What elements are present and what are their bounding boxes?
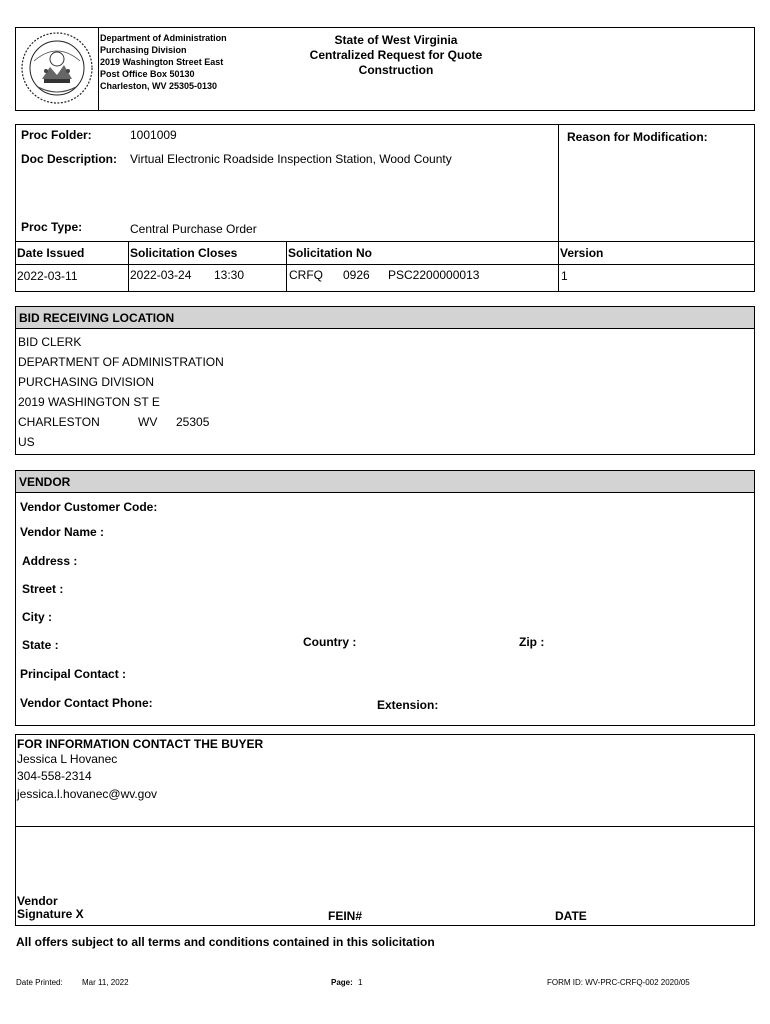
vendor-address-label: Address : [22, 554, 78, 568]
department-address [100, 32, 227, 92]
bid-location-line-3: PURCHASING DIVISION [18, 375, 155, 389]
form-id: FORM ID: WV-PRC-CRFQ-002 2020/05 [547, 978, 690, 987]
vendor-extension-label: Extension: [377, 698, 439, 712]
bid-location-zip: 25305 [176, 415, 210, 429]
terms-statement: All offers subject to all terms and conditions contained in this solicitation [16, 935, 435, 949]
vendor-box [15, 470, 755, 726]
proc-type-value: Central Purchase Order [130, 222, 257, 236]
reason-for-modification-label: Reason for Modification: [567, 130, 708, 144]
dept-city: Charleston, WV 25305-0130 [100, 81, 218, 91]
vendor-state-label: State : [22, 638, 59, 652]
solicitation-prefix-value: CRFQ [289, 268, 323, 282]
solicitation-closes-header: Solicitation Closes [130, 246, 238, 260]
solicitation-no-header: Solicitation No [288, 246, 372, 260]
state-seal-logo [20, 31, 94, 105]
date-label: DATE [555, 909, 587, 923]
vendor-city-label: City : [22, 610, 52, 624]
bid-location-country: US [18, 435, 35, 449]
title-type: Construction [358, 63, 434, 77]
buyer-contact-heading: FOR INFORMATION CONTACT THE BUYER [17, 737, 264, 751]
fein-label: FEIN# [328, 909, 363, 923]
solicitation-number-value: PSC2200000013 [388, 268, 480, 282]
bid-location-line-2: DEPARTMENT OF ADMINISTRATION [18, 355, 224, 369]
vendor-zip-label: Zip : [519, 635, 545, 649]
principal-contact-label: Principal Contact : [20, 667, 127, 681]
buyer-phone: 304-558-2314 [17, 769, 92, 783]
proc-folder-label: Proc Folder: [21, 128, 92, 142]
vendor-heading: VENDOR [19, 475, 71, 489]
date-printed-label: Date Printed: [16, 978, 63, 987]
vendor-heading-band [16, 471, 754, 493]
version-value: 1 [561, 269, 568, 283]
vendor-customer-code-label: Vendor Customer Code: [20, 500, 158, 514]
buyer-email: jessica.l.hovanec@wv.gov [17, 787, 158, 801]
dept-name: Department of Administration [100, 33, 227, 43]
bid-location-heading-band [16, 307, 754, 329]
bid-receiving-location-box [15, 306, 755, 455]
bid-location-heading: BID RECEIVING LOCATION [19, 311, 175, 325]
doc-description-value: Virtual Electronic Roadside Inspection Station, Wood County [130, 152, 452, 166]
doc-description-label: Doc Description: [21, 152, 118, 166]
bid-location-city: CHARLESTON [18, 415, 100, 429]
proc-type-label: Proc Type: [21, 220, 83, 234]
dept-street: 2019 Washington Street East [100, 57, 224, 67]
date-printed-value: Mar 11, 2022 [82, 978, 129, 987]
vendor-contact-phone-label: Vendor Contact Phone: [20, 696, 153, 710]
bid-location-state: WV [138, 415, 158, 429]
buyer-name: Jessica L Hovanec [17, 752, 118, 766]
dept-division: Purchasing Division [100, 45, 187, 55]
dept-po-box: Post Office Box 50130 [100, 69, 195, 79]
closes-date-value: 2022-03-24 [130, 268, 192, 282]
header-box [15, 27, 755, 111]
solicitation-code-value: 0926 [343, 268, 370, 282]
vendor-signature-label [17, 895, 84, 921]
date-issued-value: 2022-03-11 [17, 269, 78, 283]
bid-location-line-4: 2019 WASHINGTON ST E [18, 395, 160, 409]
title-request: Centralized Request for Quote [309, 48, 483, 62]
vendor-name-label: Vendor Name : [20, 525, 105, 539]
closes-time-value: 13:30 [214, 268, 245, 282]
buyer-contact-box [15, 734, 755, 926]
form-title [286, 33, 506, 78]
bid-location-line-1: BID CLERK [18, 335, 82, 349]
proc-info-box [15, 124, 755, 292]
vendor-signature-line-1: Vendor [17, 894, 58, 908]
vendor-signature-line-2: Signature X [17, 907, 84, 921]
vendor-street-label: Street : [22, 582, 64, 596]
vendor-country-label: Country : [303, 635, 357, 649]
page-number: 1 [358, 978, 363, 987]
page-label: Page: [331, 978, 353, 987]
version-header: Version [560, 246, 604, 260]
date-issued-header: Date Issued [17, 246, 85, 260]
proc-folder-value: 1001009 [130, 128, 177, 142]
title-state: State of West Virginia [334, 33, 458, 47]
